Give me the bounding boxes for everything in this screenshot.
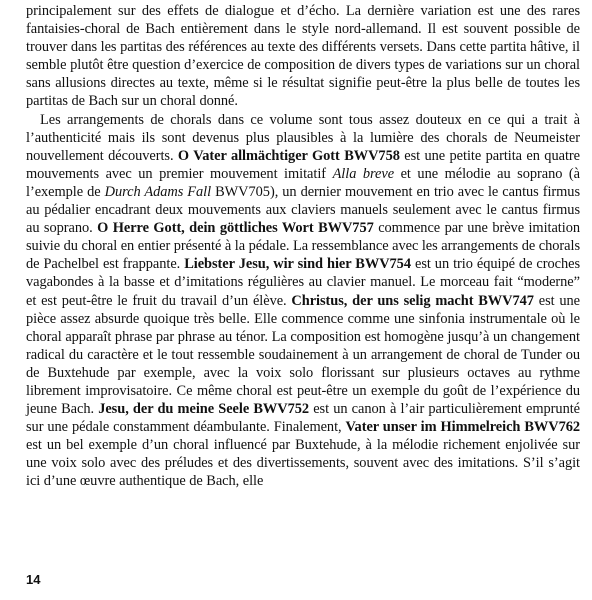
italic-term: Alla breve: [332, 165, 395, 182]
text-run: BWV705), un dernier mouvement en trio avec le cantus firmus au pédalier encadrant deux mouvements aux claviers manuels seulement avec le cantus firmus au soprano.: [26, 183, 581, 237]
work-title: Jesu, der du meine Seele BWV752: [98, 401, 310, 418]
text-run: principalement sur des effets de dialogue et d’écho. La dernière variation est une des rares fantaisies-choral de Bach entièrement dans le style nord-allemand. Il est souvent possible de trouver dans les partitas des références au texte des différents versets. Dans cette partita hâtive, il semble plutôt être question d’exercice de composition de divers types de variations sur un choral sans allusions directes au texte, même si le résultat signifie peut-être la plus belle de toutes les partitas de Bach sur un choral donné.: [26, 3, 580, 110]
work-title: Christus, der uns selig macht BWV747: [291, 292, 534, 309]
paragraph: [26, 111, 580, 491]
text-run: et une mélodie au soprano (à l’exemple de: [26, 165, 580, 200]
body-text: [26, 2, 580, 491]
italic-term: Durch Adams Fall: [104, 183, 212, 200]
work-title: Vater unser im Himmelreich BWV762: [345, 419, 580, 436]
text-run: Les arrangements de chorals dans ce volume sont tous assez douteux en ce qui a trait à l’authenticité mais ils sont devenus plus plausibles à la lumière des chorals de Neumeister nouvellement découverts.: [26, 111, 580, 164]
text-run: est une pièce assez absurde quoique très belle. Elle commence comme une sinfonia instrumentale où le choral apparaît phrase par phrase au ténor. La composition est homogène jusqu’à un changement radical du caractère et le tout ressemble soudainement à un arrangement de choral de Tunder ou de Buxtehude par exemple, avec la voix solo florissant sur plusieurs octaves au rythme librement improvisatoire. Ce même choral est peut-être un exemple du goût de l’expérience du jeune Bach.: [26, 292, 581, 418]
paragraph: [26, 2, 580, 111]
text-run: est un bel exemple d’un choral influencé par Buxtehude, à la mélodie richement enjolivée sur une voix solo avec des préludes et des divertissements, souvent avec des imitations. S’il s’agit ici d’une œuvre authentique de Bach, elle: [26, 437, 580, 490]
text-run: est un trio équipé de croches vagabondes à la basse et d’imitations régulières au clavier manuel. Le morceau fait “moderne” et est peut-être le fruit du travail d’un élève.: [26, 256, 580, 309]
work-title: O Herre Gott, dein göttliches Wort BWV757: [97, 220, 374, 237]
work-title: Liebster Jesu, wir sind hier BWV754: [184, 256, 411, 273]
page-number: 14: [26, 572, 41, 587]
text-run: commence par une brève imitation suivie du choral en entier présenté à la pédale. La ressemblance avec les arrangements de chorals de Pachelbel est frappante.: [26, 220, 580, 273]
text-run: est un canon à l’air particulièrement emprunté sur une pédale constamment déambulante. Finalement,: [26, 401, 580, 436]
work-title: O Vater allmächtiger Gott BWV758: [177, 147, 400, 164]
text-run: est une petite partita en quatre mouvements avec un premier mouvement imitatif: [26, 147, 580, 182]
